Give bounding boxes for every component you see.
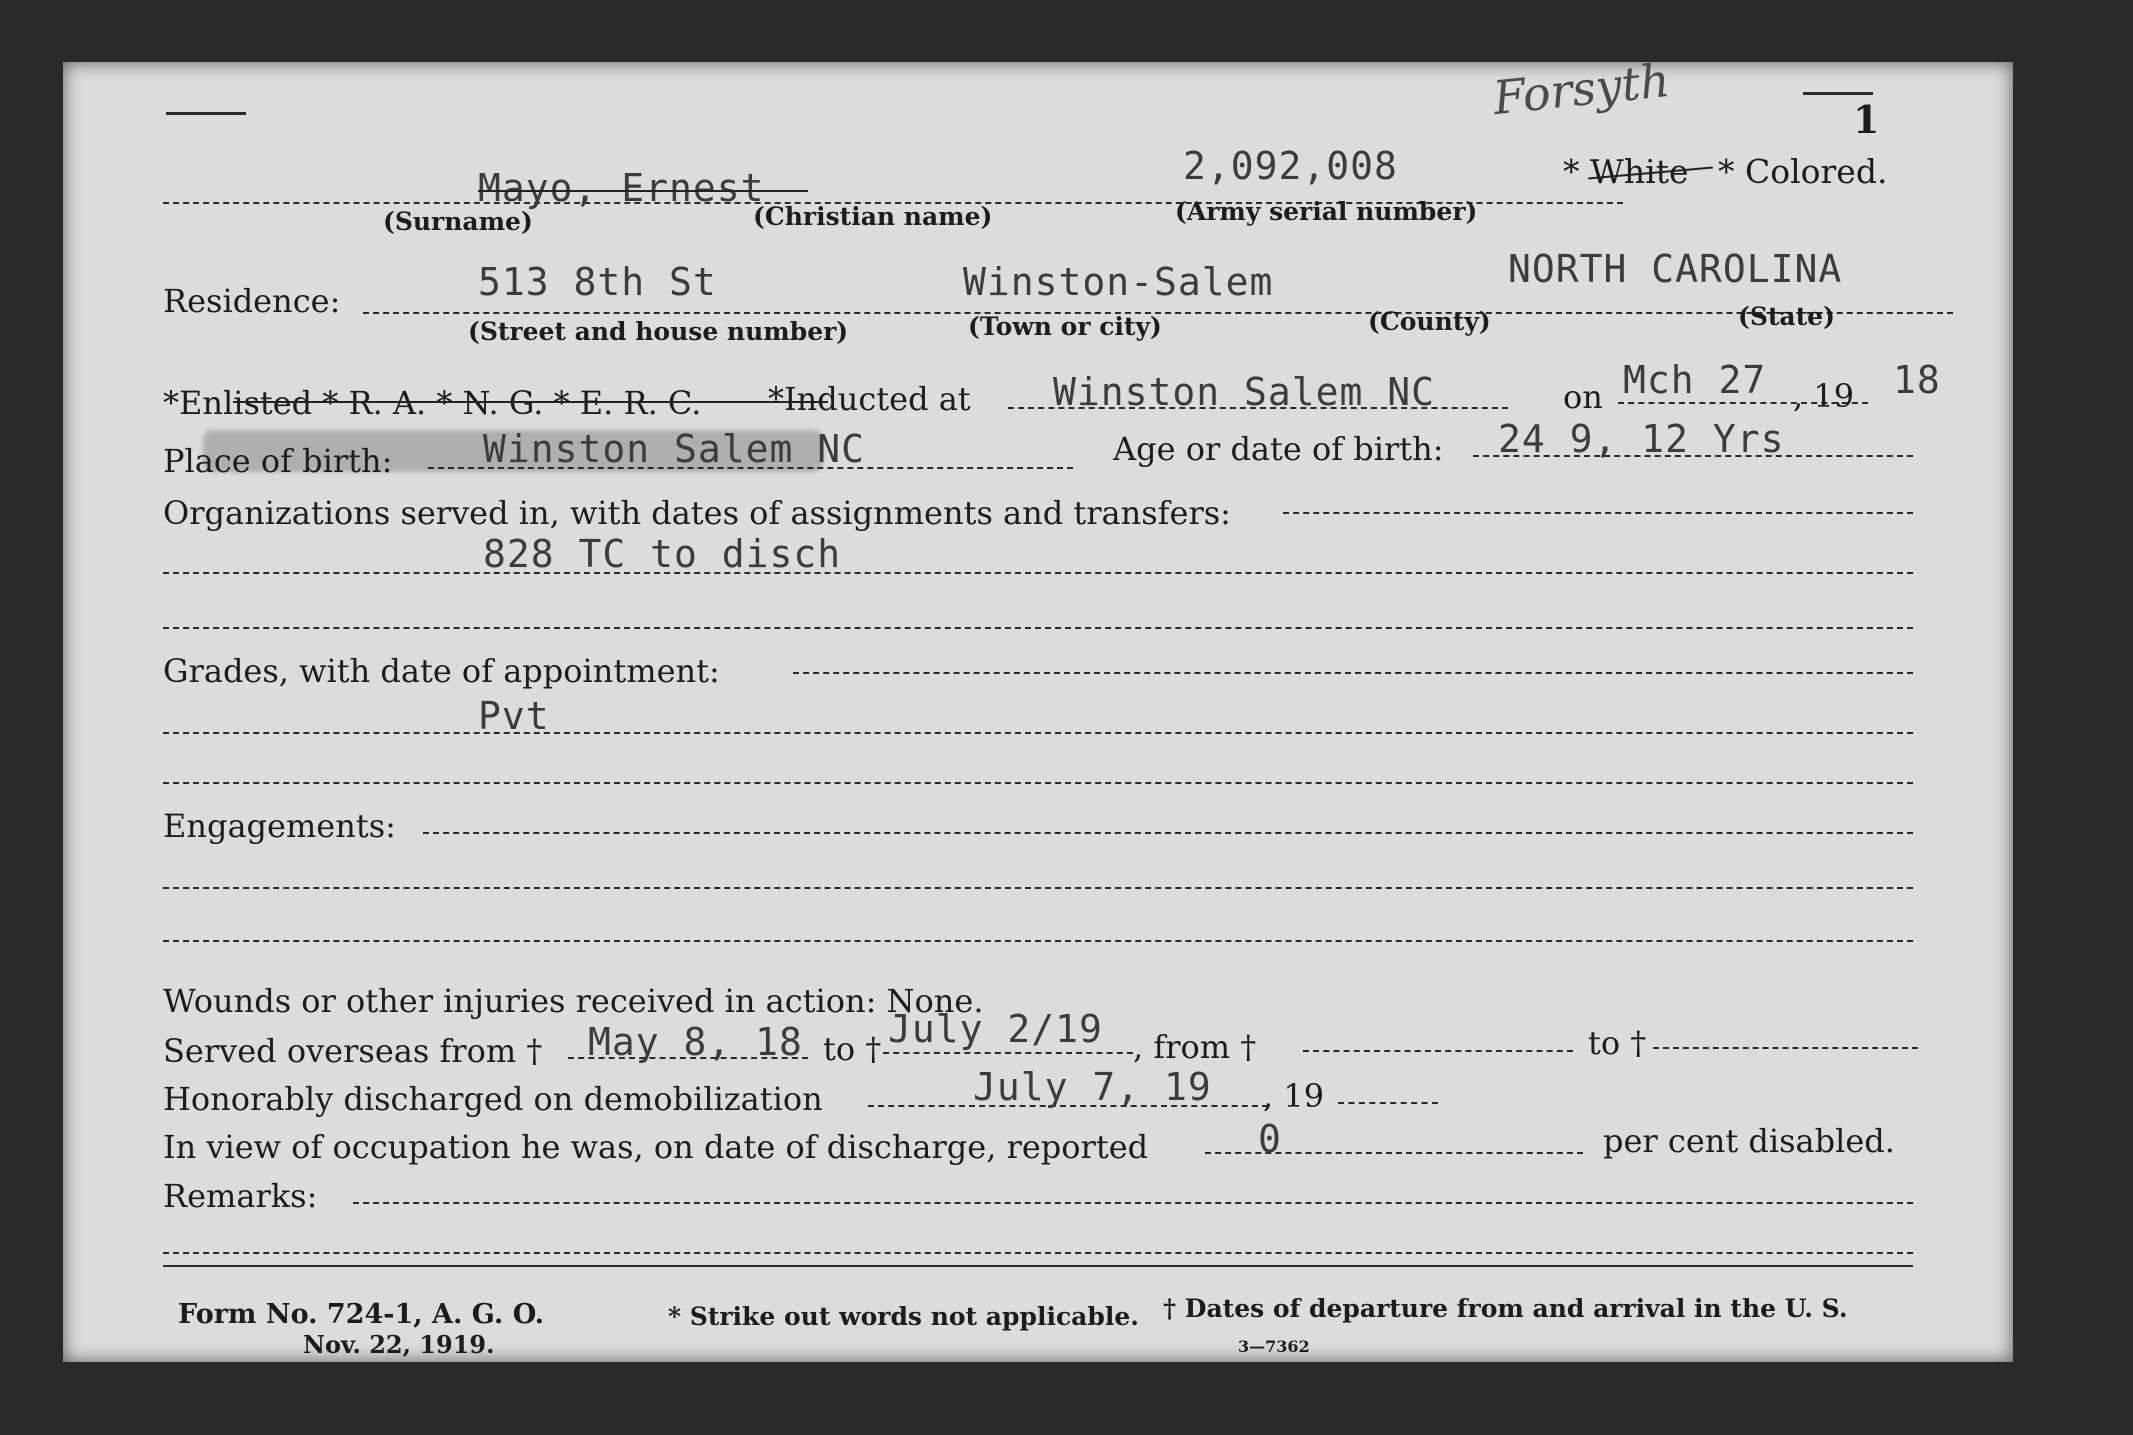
discharge-date: July 7, 19 bbox=[973, 1065, 1212, 1109]
organizations-label: Organizations served in, with dates of assignments and transfers: bbox=[163, 494, 1231, 532]
footer-form-no: Form No. 724-1, A. G. O. bbox=[178, 1299, 545, 1330]
remarks-label: Remarks: bbox=[163, 1177, 318, 1215]
footer-strike-note: * Strike out words not applicable. bbox=[668, 1302, 1139, 1331]
remarks-line-2 bbox=[163, 1252, 1913, 1254]
inducted-on-label: on bbox=[1563, 378, 1603, 416]
footer-form-date: Nov. 22, 1919. bbox=[303, 1330, 495, 1359]
overseas-to2-line bbox=[1653, 1047, 1918, 1049]
disability-label: In view of occupation he was, on date of discharge, reported bbox=[163, 1128, 1149, 1166]
service-record-card bbox=[63, 52, 2013, 1362]
grades-line-2 bbox=[163, 732, 1913, 734]
enlistment-strike bbox=[233, 401, 828, 403]
engagements-line-3 bbox=[163, 940, 1913, 942]
overseas-to-line bbox=[883, 1052, 1133, 1054]
overseas-to-label: to † bbox=[823, 1030, 882, 1068]
remarks-line-1 bbox=[353, 1202, 1913, 1204]
race-white: * White bbox=[1563, 152, 1689, 191]
engagements-line-1 bbox=[423, 832, 1913, 834]
grades-label: Grades, with date of appointment: bbox=[163, 652, 720, 690]
engagements-line-2 bbox=[163, 887, 1913, 889]
disability-value: 0 bbox=[1258, 1117, 1282, 1161]
birth-age-label: Age or date of birth: bbox=[1113, 430, 1444, 468]
organizations-line-2 bbox=[163, 572, 1913, 574]
overseas-to: July 2/19 bbox=[888, 1007, 1103, 1051]
caption-town: (Town or city) bbox=[968, 312, 1162, 341]
discharge-year-line bbox=[1338, 1102, 1438, 1104]
wounds-label: Wounds or other injuries received in action: None. bbox=[163, 982, 984, 1020]
overseas-to2-label: to † bbox=[1588, 1024, 1647, 1062]
discharge-label: Honorably discharged on demobilization bbox=[163, 1080, 823, 1118]
caption-state: (State) bbox=[1738, 302, 1835, 331]
serial-value: 2,092,008 bbox=[1183, 144, 1398, 188]
grades-line-3 bbox=[163, 782, 1913, 784]
organizations-line-1 bbox=[1283, 512, 1913, 514]
residence-street: 513 8th St bbox=[478, 260, 717, 304]
discharge-year-suffix: , 19 bbox=[1263, 1077, 1325, 1115]
birth-age: 24 9, 12 Yrs bbox=[1498, 417, 1785, 461]
birth-place-label: Place of birth: bbox=[163, 442, 393, 480]
caption-street: (Street and house number) bbox=[468, 317, 849, 346]
inducted-label: *Inducted at bbox=[768, 380, 971, 418]
inducted-year-prefix: , 19 bbox=[1793, 377, 1855, 415]
organizations-value: 828 TC to disch bbox=[483, 532, 842, 576]
grades-value: Pvt bbox=[478, 694, 550, 738]
overseas-from2-label: , from † bbox=[1133, 1028, 1257, 1066]
birth-place: Winston Salem NC bbox=[483, 427, 866, 471]
caption-surname: (Surname) bbox=[383, 207, 533, 236]
name-strike bbox=[478, 190, 808, 192]
footer-print-code: 3—7362 bbox=[1238, 1337, 1310, 1356]
engagements-label: Engagements: bbox=[163, 807, 396, 845]
residence-state: NORTH CAROLINA bbox=[1508, 247, 1843, 291]
grades-line-1 bbox=[793, 672, 1913, 674]
caption-county: (County) bbox=[1368, 307, 1491, 336]
overseas-label: Served overseas from † bbox=[163, 1032, 543, 1070]
inducted-date: Mch 27 bbox=[1623, 358, 1767, 402]
caption-serial: (Army serial number) bbox=[1175, 197, 1478, 226]
overseas-from2-line bbox=[1303, 1050, 1573, 1052]
race-colored: * Colored. bbox=[1718, 152, 1888, 191]
footer-dates-note: † Dates of departure from and arrival in the U. S. bbox=[1163, 1294, 1848, 1323]
county-annotation: Forsyth bbox=[1490, 52, 1673, 126]
top-right-rule bbox=[1803, 92, 1873, 95]
overseas-from: May 8, 18 bbox=[588, 1020, 803, 1064]
top-left-rule bbox=[166, 112, 246, 115]
footer-rule bbox=[163, 1265, 1913, 1267]
disability-suffix: per cent disabled. bbox=[1603, 1122, 1895, 1160]
enlistment-options: *Enlisted * R. A. * N. G. * E. R. C. bbox=[163, 384, 702, 422]
residence-label: Residence: bbox=[163, 282, 341, 320]
name-value: Mayo, Ernest bbox=[478, 166, 765, 210]
card-number: 1 bbox=[1853, 97, 1880, 142]
inducted-year: 18 bbox=[1893, 358, 1941, 402]
organizations-line-3 bbox=[163, 627, 1913, 629]
inducted-place: Winston Salem NC bbox=[1053, 370, 1436, 414]
residence-town: Winston-Salem bbox=[963, 260, 1274, 304]
caption-christian: (Christian name) bbox=[753, 202, 993, 231]
